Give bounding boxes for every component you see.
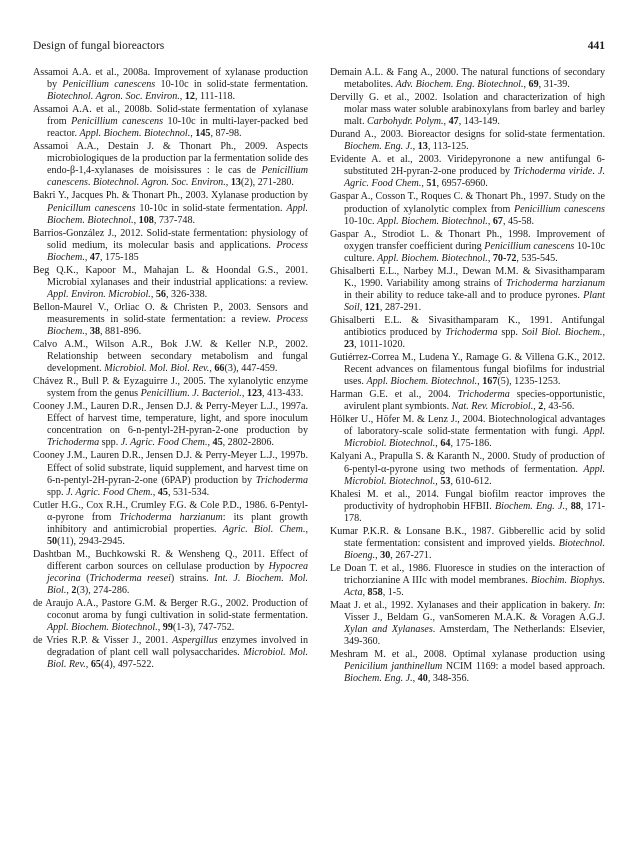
reference-text: Chávez R., Bull P. & Eyzaguirre J., 2005. The xylanolytic enzyme system from the genus xyxy=(33,376,308,400)
italic-text: Biotechnol. Agron. Soc. Environ. xyxy=(47,91,180,103)
reference-text: , xyxy=(523,79,529,91)
italic-text: Appl. Biochem. Biotechnol. xyxy=(366,376,478,388)
reference-text: , 171-178. xyxy=(344,500,605,524)
reference-text: , 1-5. xyxy=(382,586,404,598)
italic-text: Trichoderma xyxy=(445,326,498,338)
reference-text: Ghisalberti E.L., Narbey M.J., Dewan M.M. & Sivasithamparam K., 1990. Variability among strains of xyxy=(330,265,605,289)
reference-entry xyxy=(330,526,605,562)
reference-entry xyxy=(33,141,308,189)
reference-text: Barrios-González J., 2012. Solid-state fermentation: physiology of solid medium, its molecular basis and applications. xyxy=(33,227,308,251)
italic-text: J. Agric. Food Chem. xyxy=(344,166,605,190)
reference-text: , xyxy=(602,326,605,338)
italic-text: Biochem. Eng. J. xyxy=(344,141,413,153)
reference-text: (4), 497-522. xyxy=(100,659,154,671)
reference-text: , 348-356. xyxy=(427,673,470,685)
italic-text: Penicillium canescens xyxy=(484,240,575,252)
reference-text: 10-10c in solid-state fermentation. xyxy=(155,79,308,91)
reference-text: , xyxy=(66,584,72,596)
italic-text: Penicillum canescens xyxy=(47,202,136,214)
reference-entry xyxy=(33,401,308,449)
reference-text: , xyxy=(412,673,418,685)
reference-text: Durand A., 2003. Bioreactor designs for solid-state fermentation. xyxy=(330,129,605,141)
volume-number: 40 xyxy=(417,673,428,685)
italic-text: Int. J. Biochem. Mol. Biol. xyxy=(47,572,309,596)
reference-text: Assamoi A.A. et al., 2008b. Solid-state fermentation of xylanase from xyxy=(33,104,308,128)
reference-text: , 413-433. xyxy=(262,388,304,400)
reference-entry xyxy=(330,266,605,314)
reference-text: Meshram M. et al., 2008. Optimal xylanase production using xyxy=(330,649,605,661)
italic-text: Penicillium canescens xyxy=(62,79,156,91)
italic-text: Appl. Biochem. Biotechnol. xyxy=(47,202,308,226)
volume-number: 2 xyxy=(71,584,77,596)
reference-text: . xyxy=(87,177,93,189)
reference-text: Gaspar A., Cosson T., Roques C. & Thonart Ph., 1997. Study on the production of xylanolytic complex from xyxy=(330,191,605,215)
reference-entry xyxy=(330,649,605,685)
italic-text: Biochem. Eng. J. xyxy=(494,500,565,512)
reference-text: , 881-896. xyxy=(99,325,142,337)
italic-text: Trichoderma harzianum xyxy=(119,511,223,523)
italic-text: Appl. Biochem. Biotechnol. xyxy=(79,128,191,140)
references-column-left xyxy=(33,67,308,672)
italic-text: Biochim. Biophys. Acta xyxy=(344,574,605,598)
italic-text: Microbiol. Mol. Biol. Rev. xyxy=(47,647,308,671)
italic-text: Process Biochem. xyxy=(47,239,308,263)
reference-entry xyxy=(33,302,308,338)
reference-text: NCIM 1169: a model based approach. xyxy=(442,661,605,673)
italic-text: Appl. Biochem. Biotechnol. xyxy=(377,252,488,264)
reference-entry xyxy=(330,154,605,190)
running-title: Design of fungal bioreactors xyxy=(33,40,165,52)
reference-text: (2), 271-280. xyxy=(240,177,294,189)
reference-text: Bellon-Maurel V., Orliac O. & Christen P., 2003. Sensors and measurements in solid-state fermentation: a review. xyxy=(33,301,308,325)
references-column-right xyxy=(330,67,605,686)
volume-number: 47 xyxy=(448,116,459,128)
reference-entry xyxy=(330,414,605,450)
reference-text: , xyxy=(435,438,441,450)
reference-entry xyxy=(330,563,605,599)
reference-text: Kumar P.K.R. & Lonsane B.K., 1987. Gibberellic acid by solid state fermentation: consistent and improved yields. xyxy=(330,525,605,549)
reference-text: . xyxy=(592,166,598,178)
italic-text: Biotechnol. Bioeng. xyxy=(344,537,605,561)
reference-text: , xyxy=(477,376,483,388)
reference-entry xyxy=(330,352,605,388)
reference-text: spp. xyxy=(497,326,522,338)
volume-number: 65 xyxy=(90,659,101,671)
reference-text: Khalesi M. et al., 2014. Fungal biofilm reactor improves the productivity of hydrophobin HFBII. xyxy=(330,488,605,512)
reference-text: 10-10c culture. xyxy=(344,240,605,264)
reference-entry xyxy=(330,129,605,153)
reference-text: Cooney J.M., Lauren D.R., Jensen D.J. & Perry-Meyer L.J., 1997a. Effect of harvest time, temperature, light, and spore inoculum concentration on 6-n-pentyl-2H-pyran-2-one production by xyxy=(33,401,308,437)
reference-text: : its plant growth inhibitory and antimicrobial properties. xyxy=(47,511,308,535)
reference-text: , xyxy=(190,128,196,140)
volume-number: 12 xyxy=(184,91,195,103)
italic-text: Appl. Microbiol. Biotechnol. xyxy=(344,463,605,487)
reference-text: , 111-118. xyxy=(194,91,236,103)
reference-entry xyxy=(330,191,605,227)
volume-number: 53 xyxy=(440,475,451,487)
italic-text: Appl. Environ. Microbiol. xyxy=(47,288,151,300)
italic-text: Penicilium janthinellum xyxy=(344,661,443,673)
reference-text: , 175-185 xyxy=(99,251,139,263)
volume-number: 45 xyxy=(157,486,168,498)
reference-entry xyxy=(33,67,308,103)
reference-text: spp. xyxy=(99,437,121,449)
reference-text: Assamoi A.A. et al., 2008a. Improvement of xylanase production by xyxy=(33,67,308,91)
italic-text: J. Agric. Food Chem. xyxy=(120,437,208,449)
reference-text: , xyxy=(225,177,231,189)
volume-number: 2 xyxy=(538,401,544,413)
reference-entry xyxy=(330,67,605,91)
reference-text: , xyxy=(179,91,185,103)
volume-number: 30 xyxy=(380,549,391,561)
reference-entry xyxy=(330,489,605,525)
volume-number: 858 xyxy=(367,586,383,598)
volume-number: 70-72 xyxy=(492,252,517,264)
italic-text: Soil Biol. Biochem. xyxy=(521,326,603,338)
reference-text: , xyxy=(305,523,308,535)
reference-text: de Vries R.P. & Visser J., 2001. xyxy=(33,635,173,647)
italic-text: Penicillium canescens xyxy=(47,165,308,189)
reference-text: : Visser J., Beldam G., vanSomeren M.A.K. & Voragen A.G.J. xyxy=(344,600,605,624)
italic-text: Aspergillus xyxy=(172,635,218,647)
reference-text: (1-3), 747-752. xyxy=(172,622,235,634)
reference-text: , 610-612. xyxy=(450,475,492,487)
reference-text: 10-10c in multi-layer-packed bed reactor. xyxy=(47,116,308,140)
reference-text: (11), 2943-2945. xyxy=(57,535,125,547)
volume-number: 56 xyxy=(155,288,166,300)
volume-number: 108 xyxy=(138,214,154,226)
reference-text: spp. xyxy=(47,486,67,498)
reference-text: enzymes involved in degradation of plant cell wall polysaccharides. xyxy=(47,635,309,659)
italic-text: Microbiol. Mol. Biol. Rev. xyxy=(104,363,210,375)
page-number: 441 xyxy=(587,40,605,52)
italic-text: Carbohydr. Polym. xyxy=(367,116,444,128)
reference-entry xyxy=(33,228,308,264)
volume-number: 145 xyxy=(195,128,211,140)
italic-text: Appl. Biochem. Biotechnol. xyxy=(47,622,158,634)
reference-text: , xyxy=(487,215,493,227)
italic-text: Process Biochem. xyxy=(47,313,308,337)
volume-number: 67 xyxy=(492,215,503,227)
reference-text: , xyxy=(207,437,213,449)
reference-text: Cutler H.G., Cox R.H., Crumley F.G. & Cole P.D., 1986. 6-Pentyl-α-pyrone from xyxy=(33,499,308,523)
reference-text: , xyxy=(152,486,158,498)
reference-text: , xyxy=(150,288,156,300)
volume-number: 66 xyxy=(214,363,225,375)
reference-entry xyxy=(33,500,308,548)
reference-text: , xyxy=(375,549,381,561)
reference-text: , xyxy=(133,214,139,226)
reference-text: ) strains. xyxy=(170,572,215,584)
reference-entry xyxy=(330,229,605,265)
reference-text: , xyxy=(564,500,571,512)
volume-number: 45 xyxy=(212,437,223,449)
reference-text: Hölker U., Höfer M. & Lenz J., 2004. Biotechnological advantages of laboratory-scale solid-state fermentation with fungi. xyxy=(330,414,605,438)
reference-text: (3), 447-459. xyxy=(224,363,278,375)
reference-text: , 31-39. xyxy=(538,79,570,91)
reference-text: in their ability to reduce take-all and to produce pyrones. xyxy=(344,289,584,301)
reference-entry xyxy=(33,635,308,671)
reference-text: ( xyxy=(80,572,90,584)
reference-entry xyxy=(33,450,308,498)
volume-number: 47 xyxy=(89,251,100,263)
reference-text: Harman G.E. et al., 2004. xyxy=(330,389,458,401)
reference-text: . xyxy=(187,388,193,400)
italic-text: J. Bacteriol. xyxy=(192,388,242,400)
reference-text: , xyxy=(157,622,163,634)
reference-text: 10-10c. xyxy=(344,215,378,227)
volume-number: 50 xyxy=(47,535,58,547)
reference-entry xyxy=(330,451,605,487)
italic-text: Trichoderma harzianum xyxy=(505,277,605,289)
reference-text: , 2802-2806. xyxy=(222,437,274,449)
reference-entry xyxy=(33,376,308,400)
italic-text: Trichoderma viride xyxy=(513,166,593,178)
reference-text: , xyxy=(421,178,427,190)
italic-text: Biochem. Eng. J. xyxy=(344,673,413,685)
reference-text: , xyxy=(241,388,247,400)
italic-text: Xylan and Xylanases xyxy=(344,624,433,636)
reference-text: , xyxy=(533,401,539,413)
italic-text: Agric. Biol. Chem. xyxy=(222,523,306,535)
reference-text: Dervilly G. et al., 2002. Isolation and characterization of high molar mass water soluble arabinoxylans from barley and barley malt. xyxy=(330,92,605,128)
reference-text: Ghisalberti E.L. & Sivasithamparam K., 1991. Antifungal antibiotics produced by xyxy=(330,314,605,338)
italic-text: Trichoderma xyxy=(457,389,510,401)
reference-text: (5), 1235-1253. xyxy=(497,376,561,388)
reference-text: de Araujo A.A., Pastore G.M. & Berger R.G., 2002. Production of coconut aroma by fungi cultivation in solid-state fermentation. xyxy=(33,598,308,622)
reference-text: Evidente A. et al., 2003. Viridepyronone a new antifungal 6-substituted 2H-pyran-2-one produced by xyxy=(330,154,605,178)
reference-entry xyxy=(33,549,308,597)
reference-text: species-opportunistic, avirulent plant symbionts. xyxy=(344,389,605,413)
reference-text: Beg Q.K., Kapoor M., Mahajan L. & Hoondal G.S., 2001. Microbial xylanases and their industrial applications: a review. xyxy=(33,264,308,288)
reference-text: Cooney J.M., Lauren D.R., Jensen D.J. & Perry-Meyer L.J., 1997b. Effect of solid substrate, liquid supplement, and harvest time on 6-n-pentyl-2H-pyran-2-one (6PAP) production by xyxy=(33,450,308,486)
reference-text: , xyxy=(412,141,418,153)
reference-text: Gutiérrez-Correa M., Ludena Y., Ramage G. & Villena G.K., 2012. Recent advances on filamentous fungal biofilms for industrial uses. xyxy=(330,352,605,388)
reference-text: , 6957-6960. xyxy=(436,178,488,190)
reference-text: Demain A.L. & Fang A., 2000. The natural functions of secondary metabolites. xyxy=(330,67,605,91)
italic-text: Appl. Biochem. Biotechnol. xyxy=(377,215,488,227)
italic-text: J. Agric. Food Chem. xyxy=(66,486,153,498)
italic-text: Hypocrea jecorina xyxy=(47,560,308,584)
reference-text: , 87-98. xyxy=(210,128,242,140)
italic-text: Trichoderma xyxy=(47,437,100,449)
italic-text: In xyxy=(593,600,603,612)
reference-text: , 535-545. xyxy=(516,252,558,264)
reference-text: , xyxy=(359,301,365,313)
reference-text: Le Doan T. et al., 1986. Fluoresce in studies on the interaction of trichorzianine A IIIc with model membranes. xyxy=(330,562,605,586)
reference-text: Assamoi A.A., Destain J. & Thonart Ph., 2009. Aspects microbiologiques de la production par la fermentation solide des endo-β-1,4-xylanases de moisissures : le cas de xyxy=(33,141,308,177)
reference-entry xyxy=(33,104,308,140)
reference-entry xyxy=(33,190,308,226)
reference-text: , 326-338. xyxy=(165,288,208,300)
italic-text: Penicillium canescens xyxy=(71,116,164,128)
volume-number: 167 xyxy=(482,376,498,388)
italic-text: Adv. Biochem. Eng. Biotechnol. xyxy=(395,79,524,91)
reference-text: , xyxy=(209,363,215,375)
reference-text: , 267-271. xyxy=(390,549,432,561)
reference-text: Maat J. et al., 1992. Xylanases and their application in bakery. xyxy=(330,600,594,612)
reference-text: , xyxy=(487,252,493,264)
volume-number: 99 xyxy=(162,622,173,634)
reference-text: , xyxy=(362,586,368,598)
reference-text: , 45-58. xyxy=(502,215,535,227)
italic-text: Penicillium xyxy=(140,388,188,400)
reference-entry xyxy=(33,339,308,375)
reference-text: . Amsterdam, The Netherlands: Elsevier, 349-360. xyxy=(344,624,605,648)
reference-text: (3), 274-286. xyxy=(76,584,130,596)
reference-text: , 531-534. xyxy=(167,486,210,498)
italic-text: Plant Soil xyxy=(344,289,605,313)
reference-text: , 143-149. xyxy=(458,116,500,128)
volume-number: 51 xyxy=(426,178,437,190)
italic-text: Biotechnol. Agron. Soc. Environ. xyxy=(92,177,226,189)
reference-text: , 287-291. xyxy=(379,301,422,313)
italic-text: Nat. Rev. Microbiol. xyxy=(451,401,534,413)
reference-entry xyxy=(330,600,605,648)
volume-number: 23 xyxy=(344,339,355,351)
volume-number: 13 xyxy=(230,177,241,189)
italic-text: Appl. Microbiol. Biotechnol. xyxy=(344,426,605,450)
reference-text: , xyxy=(435,475,441,487)
reference-text: 10-10c in solid-state fermentation. xyxy=(135,202,287,214)
reference-entry xyxy=(33,265,308,301)
volume-number: 13 xyxy=(417,141,428,153)
italic-text: Penicillium canescens xyxy=(513,203,605,215)
volume-number: 88 xyxy=(570,500,581,512)
reference-entry xyxy=(33,598,308,634)
volume-number: 38 xyxy=(89,325,100,337)
reference-entry xyxy=(330,315,605,351)
volume-number: 123 xyxy=(246,388,263,400)
reference-text: Bakri Y., Jacques Ph. & Thonart Ph., 2003. Xylanase production by xyxy=(33,190,308,202)
reference-text: , 113-125. xyxy=(427,141,469,153)
reference-text: , 175-186. xyxy=(450,438,492,450)
reference-text: , xyxy=(443,116,449,128)
reference-text: Calvo A.M., Wilson A.R., Bok J.W. & Keller N.P., 2002. Relationship between secondary metabolism and fungal development. xyxy=(33,339,308,375)
volume-number: 64 xyxy=(440,438,451,450)
reference-text: , 737-748. xyxy=(153,214,196,226)
reference-entry xyxy=(330,92,605,128)
volume-number: 69 xyxy=(528,79,539,91)
reference-entry xyxy=(330,389,605,413)
reference-text: , xyxy=(85,659,91,671)
reference-text: Dashtban M., Buchkowski R. & Wensheng Q., 2011. Effect of different carbon sources on cellulase production by xyxy=(33,548,308,572)
italic-text: Trichoderma xyxy=(255,474,308,486)
reference-text: , xyxy=(84,251,90,263)
volume-number: 121 xyxy=(364,301,380,313)
italic-text: Trichoderma reesei xyxy=(89,572,171,584)
reference-text: , xyxy=(84,325,90,337)
reference-text: , 43-56. xyxy=(543,401,575,413)
reference-text: Gaspar A., Strodiot L. & Thonart Ph., 1998. Improvement of oxygen transfer coefficient during xyxy=(330,228,605,252)
reference-text: Kalyani A., Prapulla S. & Karanth N., 2000. Study of production of 6-pentyl-α-pyrone using two methods of fermentation. xyxy=(330,451,605,475)
reference-text: , 1011-1020. xyxy=(354,339,406,351)
